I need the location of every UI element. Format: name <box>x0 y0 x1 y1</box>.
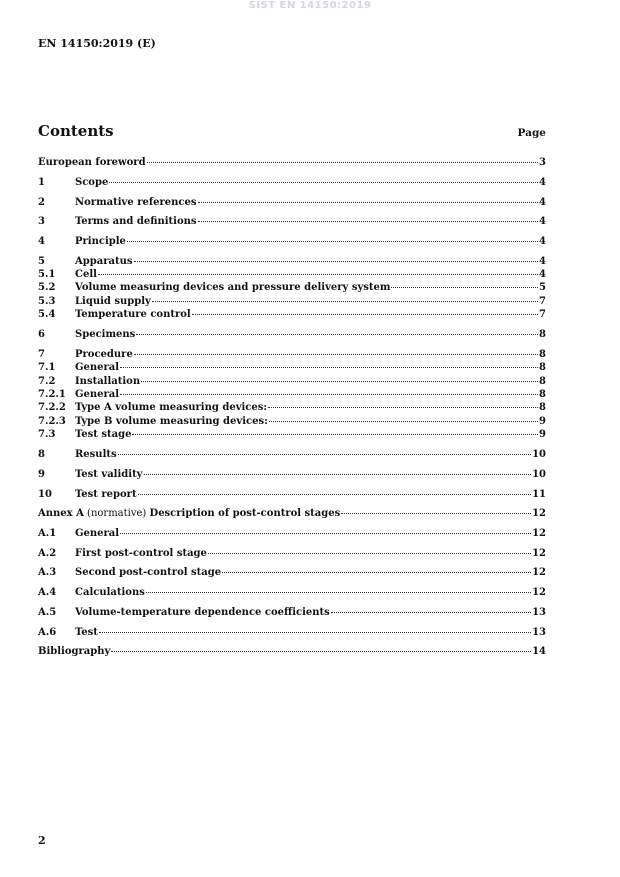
leader-dots <box>120 533 531 534</box>
toc-entry-page: 4 <box>539 256 546 267</box>
toc-entry-number: A.6 <box>38 627 57 638</box>
toc-entry-number: A.1 <box>38 528 57 539</box>
toc-entry-title: Test report <box>75 489 137 500</box>
toc-entry-page: 14 <box>532 646 546 657</box>
toc-entry-title: Second post-control stage <box>75 567 222 578</box>
leader-dots <box>331 612 531 613</box>
toc-entry-page: 9 <box>539 429 546 440</box>
toc-entry-page: 7 <box>539 296 546 307</box>
toc-entry-title: General <box>75 362 120 373</box>
leader-dots <box>98 274 538 275</box>
leader-dots <box>198 202 539 203</box>
toc-entry-number: 5 <box>38 256 45 267</box>
toc-entry-page: 4 <box>539 236 546 247</box>
toc-entry-title: Type A volume measuring devices: <box>75 402 268 413</box>
toc-entry-title: General <box>75 528 120 539</box>
toc-entry-annex-a[interactable] <box>38 508 546 522</box>
toc-entry-page: 8 <box>539 362 546 373</box>
toc-entry-a-6[interactable] <box>38 627 546 641</box>
toc-entry-7-2-1[interactable] <box>38 389 546 403</box>
toc-entry-title: Calculations <box>75 587 145 598</box>
leader-dots <box>120 367 538 368</box>
toc-entry-title: Normative references <box>75 197 197 208</box>
toc-entry-6[interactable] <box>38 329 546 343</box>
toc-entry-7-2-2[interactable] <box>38 402 546 416</box>
leader-dots <box>134 354 538 355</box>
toc-entry-number: 3 <box>38 216 45 227</box>
toc-entry-a-4[interactable] <box>38 587 546 601</box>
leader-dots <box>146 592 531 593</box>
toc-entry-5-3[interactable] <box>38 296 546 310</box>
leader-dots <box>147 162 538 163</box>
toc-entry-title: Scope <box>75 177 109 188</box>
toc-entry-a-5[interactable] <box>38 607 546 621</box>
toc-entry-number: 9 <box>38 469 45 480</box>
leader-dots <box>141 381 538 382</box>
toc-entry-page: 8 <box>539 389 546 400</box>
toc-entry-title: Temperature control <box>75 309 191 320</box>
leader-dots <box>134 261 539 262</box>
toc-entry-number: 7 <box>38 349 45 360</box>
watermark: SIST EN 14150:2019 <box>248 0 372 11</box>
toc-entry-number: 7.2 <box>38 376 56 387</box>
toc-entry-page: 8 <box>539 349 546 360</box>
leader-dots <box>136 334 538 335</box>
leader-dots <box>111 651 531 652</box>
toc-entry-page: 5 <box>539 282 546 293</box>
toc-entry-number: A.2 <box>38 548 57 559</box>
leader-dots <box>99 632 531 633</box>
toc-entry-title: Type B volume measuring devices: <box>75 416 268 427</box>
toc-entry-page: 13 <box>532 607 546 618</box>
annex-label: Annex A <box>38 508 84 519</box>
toc-entry-number: 7.3 <box>38 429 56 440</box>
toc-entry-number: 5.1 <box>38 269 56 280</box>
toc-entry-7[interactable] <box>38 349 546 363</box>
toc-entry-number: 7.1 <box>38 362 56 373</box>
annex-normative-label: (normative) <box>83 508 150 519</box>
toc-entry-7-2[interactable] <box>38 376 546 390</box>
toc-entry-page: 8 <box>539 329 546 340</box>
toc-entry-number: 5.2 <box>38 282 56 293</box>
toc-entry-page: 13 <box>532 627 546 638</box>
toc-entry-page: 11 <box>532 489 546 500</box>
toc-entry-number: A.3 <box>38 567 57 578</box>
toc-entry-page: 8 <box>539 402 546 413</box>
leader-dots <box>109 182 538 183</box>
toc-entry-a-1[interactable] <box>38 528 546 542</box>
toc-entry-number: 2 <box>38 197 45 208</box>
toc-entry-number: 6 <box>38 329 45 340</box>
toc-entry-title: Procedure <box>75 349 133 360</box>
toc-entry-7-2-3[interactable] <box>38 416 546 430</box>
toc-entry-title: Test stage <box>75 429 132 440</box>
toc-entry-page: 12 <box>532 548 546 559</box>
leader-dots <box>269 421 538 422</box>
toc-entry-9[interactable] <box>38 469 546 483</box>
leader-dots <box>120 394 538 395</box>
toc-entry-a-3[interactable] <box>38 567 546 581</box>
toc-entry-page: 10 <box>532 469 546 480</box>
page-column-label: Page <box>517 127 546 139</box>
toc-entry-a-2[interactable] <box>38 548 546 562</box>
leader-dots <box>341 513 531 514</box>
toc-entry-title: General <box>75 389 120 400</box>
toc-entry-title: Bibliography <box>38 646 111 657</box>
toc-entry-title: Installation <box>75 376 141 387</box>
toc-entry-number: 5.4 <box>38 309 56 320</box>
toc-entry-page: 7 <box>539 309 546 320</box>
toc-entry-page: 12 <box>532 567 546 578</box>
leader-dots <box>144 474 532 475</box>
toc-entry-number: A.4 <box>38 587 57 598</box>
toc-entry-foreword[interactable] <box>38 157 546 171</box>
leader-dots <box>132 434 538 435</box>
annex-title: Description of post-control stages <box>149 508 341 519</box>
toc-entry-1[interactable] <box>38 177 546 191</box>
toc-entry-number: 5.3 <box>38 296 56 307</box>
leader-dots <box>152 301 538 302</box>
toc-entry-title: Liquid supply <box>75 296 151 307</box>
toc-entry-bibliography[interactable] <box>38 646 546 660</box>
toc-entry-page: 12 <box>532 508 546 519</box>
toc-entry-title: Volume-temperature dependence coefficients <box>75 607 330 618</box>
toc-entry-title: Principle <box>75 236 126 247</box>
toc-entry-title: Cell <box>75 269 97 280</box>
toc-entry-5[interactable] <box>38 256 546 270</box>
leader-dots <box>138 494 532 495</box>
toc-entry-number: 7.2.2 <box>38 402 66 413</box>
toc-entry-page: 4 <box>539 216 546 227</box>
toc-entry-title: First post-control stage <box>75 548 207 559</box>
toc-entry-page: 4 <box>539 177 546 188</box>
toc-entry-number: A.5 <box>38 607 57 618</box>
toc-entry-title: Results <box>75 449 117 460</box>
leader-dots <box>208 553 531 554</box>
toc-entry-title <box>38 508 340 519</box>
toc-entry-page: 10 <box>532 449 546 460</box>
toc-entry-title: Volume measuring devices and pressure delivery system <box>75 282 391 293</box>
toc-entry-title: Test <box>75 627 98 638</box>
toc-entry-number: 4 <box>38 236 45 247</box>
leader-dots <box>391 287 538 288</box>
toc-entry-page: 3 <box>539 157 546 168</box>
toc-entry-5-4[interactable] <box>38 309 546 323</box>
toc-entry-page: 9 <box>539 416 546 427</box>
document-id: EN 14150:2019 (E) <box>38 37 156 50</box>
leader-dots <box>118 454 531 455</box>
toc-entry-page: 12 <box>532 587 546 598</box>
contents-title: Contents <box>38 122 114 140</box>
toc-entry-3[interactable] <box>38 216 546 230</box>
toc-entry-10[interactable] <box>38 489 546 503</box>
toc-entry-title: Specimens <box>75 329 136 340</box>
toc-entry-number: 10 <box>38 489 52 500</box>
leader-dots <box>127 241 538 242</box>
toc-entry-title: Test validity <box>75 469 143 480</box>
toc-entry-page: 8 <box>539 376 546 387</box>
toc-entry-5-2[interactable] <box>38 282 546 296</box>
toc-entry-page: 12 <box>532 528 546 539</box>
leader-dots <box>268 407 538 408</box>
leader-dots <box>192 314 538 315</box>
contents-header <box>38 122 546 140</box>
toc-entry-number: 8 <box>38 449 45 460</box>
toc-entry-7-3[interactable] <box>38 429 546 443</box>
toc-entry-title: European foreword <box>38 157 146 168</box>
toc-entry-5-1[interactable] <box>38 269 546 283</box>
leader-dots <box>222 572 531 573</box>
toc-entry-2[interactable] <box>38 197 546 211</box>
toc-entry-title: Apparatus <box>75 256 133 267</box>
toc-entry-7-1[interactable] <box>38 362 546 376</box>
toc-entry-number: 1 <box>38 177 45 188</box>
toc-entry-number: 7.2.3 <box>38 416 66 427</box>
leader-dots <box>198 221 539 222</box>
toc-entry-title: Terms and definitions <box>75 216 197 227</box>
toc-entry-page: 4 <box>539 269 546 280</box>
page-number: 2 <box>38 834 46 847</box>
toc-entry-page: 4 <box>539 197 546 208</box>
toc-entry-number: 7.2.1 <box>38 389 66 400</box>
toc-entry-4[interactable] <box>38 236 546 250</box>
toc-entry-8[interactable] <box>38 449 546 463</box>
